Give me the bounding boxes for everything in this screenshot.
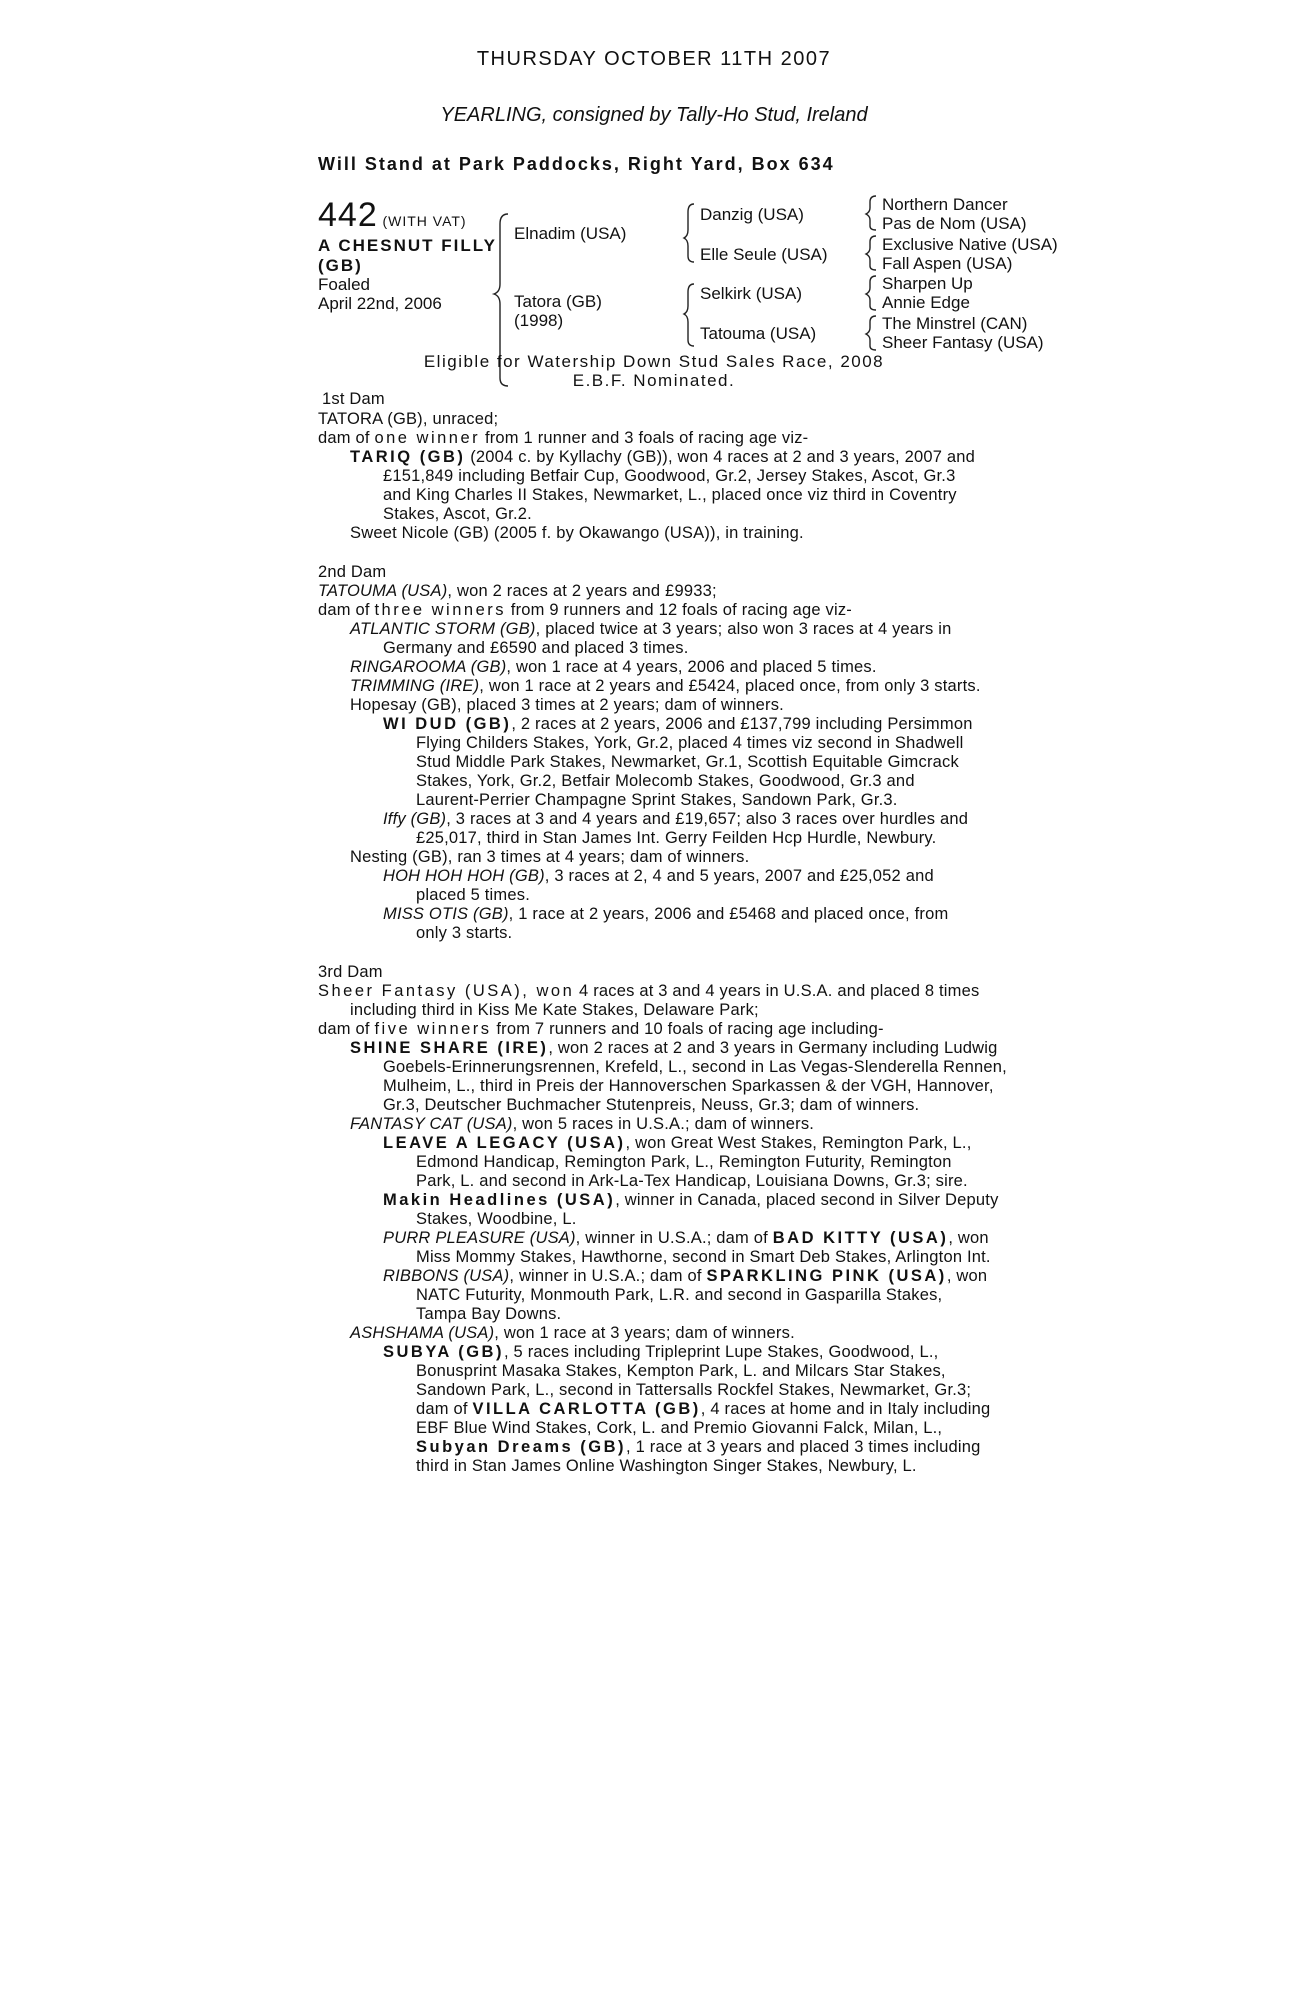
second-dam-line: WI DUD (GB), 2 races at 2 years, 2006 and £137,799 including Persimmon: [383, 715, 973, 733]
pedigree-ss: Danzig (USA): [700, 205, 804, 224]
third-dam-line: Makin Headlines (USA), winner in Canada, placed second in Silver Deputy: [383, 1191, 999, 1209]
third-dam-line: dam of five winners from 7 runners and 10 foals of racing age including-: [318, 1020, 884, 1038]
second-dam-line: ATLANTIC STORM (GB), placed twice at 3 years; also won 3 races at 4 years in: [350, 620, 952, 638]
second-dam-line: MISS OTIS (GB), 1 race at 2 years, 2006 and £5468 and placed once, from: [383, 905, 949, 923]
third-dam-line: Miss Mommy Stakes, Hawthorne, second in Smart Deb Stakes, Arlington Int.: [416, 1248, 991, 1266]
eligibility-line2: E.B.F. Nominated.: [572, 371, 736, 390]
pedigree-sd: Elle Seule (USA): [700, 245, 828, 264]
pedigree-dss: Sharpen Up: [882, 274, 973, 293]
pedigree-ds: Selkirk (USA): [700, 284, 803, 303]
second-dam-line: Stakes, York, Gr.2, Betfair Molecomb Stakes, Goodwood, Gr.3 and: [416, 772, 915, 790]
second-dam-line: TATOUMA (USA), won 2 races at 2 years and £9933;: [318, 582, 717, 600]
second-dam-line: Iffy (GB), 3 races at 3 and 4 years and £19,657; also 3 races over hurdles and: [383, 810, 969, 828]
horse-name-line2: (GB): [318, 256, 363, 275]
third-dam-line: Mulheim, L., third in Preis der Hannoverschen Sparkassen & der VGH, Hannover,: [383, 1077, 994, 1095]
second-dam-line: RINGAROOMA (GB), won 1 race at 4 years, 2006 and placed 5 times.: [350, 658, 877, 676]
third-dam-line: SUBYA (GB), 5 races including Tripleprint Lupe Stakes, Goodwood, L.,: [383, 1343, 939, 1361]
third-dam-line: EBF Blue Wind Stakes, Cork, L. and Premio Giovanni Falck, Milan, L.,: [416, 1419, 943, 1437]
second-dam-line: placed 5 times.: [416, 886, 530, 904]
lot-number: 442: [318, 196, 378, 234]
second-dam-line: Laurent-Perrier Champagne Sprint Stakes, Sandown Park, Gr.3.: [416, 791, 898, 809]
third-dam-line: Tampa Bay Downs.: [416, 1305, 562, 1323]
first-dam-line: Sweet Nicole (GB) (2005 f. by Okawango (USA)), in training.: [350, 524, 804, 542]
first-dam-line: and King Charles II Stakes, Newmarket, L., placed once viz third in Coventry: [383, 486, 957, 504]
third-dam-line: NATC Futurity, Monmouth Park, L.R. and second in Gasparilla Stakes,: [416, 1286, 943, 1304]
eligibility-line1: Eligible for Watership Down Stud Sales Race, 2008: [423, 352, 885, 371]
second-dam-line: £25,017, third in Stan James Int. Gerry Feilden Hcp Hurdle, Newbury.: [416, 829, 937, 847]
sale-date: THURSDAY OCTOBER 11TH 2007: [476, 48, 832, 70]
foaled-label: Foaled: [318, 275, 370, 294]
third-dam-line: LEAVE A LEGACY (USA), won Great West Stakes, Remington Park, L.,: [383, 1134, 972, 1152]
third-dam-line: Stakes, Woodbine, L.: [416, 1210, 577, 1228]
third-dam-line: PURR PLEASURE (USA), winner in U.S.A.; dam of BAD KITTY (USA), won: [383, 1229, 989, 1247]
third-dam-line: Edmond Handicap, Remington Park, L., Remington Futurity, Remington: [416, 1153, 952, 1171]
first-dam-line: dam of one winner from 1 runner and 3 foals of racing age viz-: [318, 429, 809, 447]
pedigree-sds: Exclusive Native (USA): [882, 235, 1058, 254]
pedigree-sdd: Fall Aspen (USA): [882, 254, 1013, 273]
pedigree-dds: The Minstrel (CAN): [882, 314, 1028, 333]
third-dam-line: Sheer Fantasy (USA), won 4 races at 3 and 4 years in U.S.A. and placed 8 times: [318, 982, 980, 1000]
third-dam-line: FANTASY CAT (USA), won 5 races in U.S.A.; dam of winners.: [350, 1115, 815, 1133]
third-dam-line: Park, L. and second in Ark-La-Tex Handicap, Louisiana Downs, Gr.3; sire.: [416, 1172, 968, 1190]
consignment-line: YEARLING, consigned by Tally-Ho Stud, Ireland: [440, 104, 868, 126]
first-dam-line: TATORA (GB), unraced;: [318, 410, 499, 428]
second-dam-line: Hopesay (GB), placed 3 times at 2 years; dam of winners.: [350, 696, 784, 714]
third-dam-line: RIBBONS (USA), winner in U.S.A.; dam of SPARKLING PINK (USA), won: [383, 1267, 988, 1285]
horse-name-line1: A CHESNUT FILLY: [318, 236, 497, 255]
first-dam-heading: 1st Dam: [322, 390, 385, 408]
first-dam-line: £151,849 including Betfair Cup, Goodwood, Gr.2, Jersey Stakes, Ascot, Gr.3: [383, 467, 956, 485]
foaled-date: April 22nd, 2006: [318, 294, 442, 313]
second-dam-line: Nesting (GB), ran 3 times at 4 years; dam of winners.: [350, 848, 750, 866]
first-dam-line: TARIQ (GB) (2004 c. by Kyllachy (GB)), won 4 races at 2 and 3 years, 2007 and: [350, 448, 976, 466]
third-dam-line: Gr.3, Deutscher Buchmacher Stutenpreis, Neuss, Gr.3; dam of winners.: [383, 1096, 920, 1114]
pedigree-dd: Tatouma (USA): [700, 324, 817, 343]
pedigree-dsd: Annie Edge: [882, 293, 970, 312]
third-dam-line: Bonusprint Masaka Stakes, Kempton Park, L. and Milcars Star Stakes,: [416, 1362, 946, 1380]
third-dam-line: dam of VILLA CARLOTTA (GB), 4 races at home and in Italy including: [416, 1400, 991, 1418]
second-dam-line: only 3 starts.: [416, 924, 513, 942]
third-dam-heading: 3rd Dam: [318, 963, 383, 981]
third-dam-line: Subyan Dreams (GB), 1 race at 3 years and placed 3 times including: [416, 1438, 981, 1456]
pedigree-sire: Elnadim (USA): [514, 224, 627, 243]
third-dam-line: third in Stan James Online Washington Singer Stakes, Newbury, L.: [416, 1457, 917, 1475]
third-dam-line: Sandown Park, L., second in Tattersalls Rockfel Stakes, Newmarket, Gr.3;: [416, 1381, 972, 1399]
second-dam-line: Flying Childers Stakes, York, Gr.2, placed 4 times viz second in Shadwell: [416, 734, 964, 752]
third-dam-line: Goebels-Erinnerungsrennen, Krefeld, L., second in Las Vegas-Slenderella Rennen,: [383, 1058, 1007, 1076]
second-dam-heading: 2nd Dam: [318, 563, 387, 581]
pedigree-sss: Northern Dancer: [882, 195, 1008, 214]
third-dam-line: SHINE SHARE (IRE), won 2 races at 2 and 3 years in Germany including Ludwig: [350, 1039, 998, 1057]
pedigree-ddd: Sheer Fantasy (USA): [882, 333, 1044, 352]
stand-location: Will Stand at Park Paddocks, Right Yard, Box 634: [318, 154, 835, 174]
second-dam-line: dam of three winners from 9 runners and 12 foals of racing age viz-: [318, 601, 852, 619]
second-dam-line: TRIMMING (IRE), won 1 race at 2 years and £5424, placed once, from only 3 starts.: [350, 677, 981, 695]
third-dam-line: including third in Kiss Me Kate Stakes, Delaware Park;: [350, 1001, 759, 1019]
second-dam-line: Germany and £6590 and placed 3 times.: [383, 639, 689, 657]
first-dam-line: Stakes, Ascot, Gr.2.: [383, 505, 532, 523]
second-dam-line: Stud Middle Park Stakes, Newmarket, Gr.1, Scottish Equitable Gimcrack: [416, 753, 959, 771]
third-dam-line: ASHSHAMA (USA), won 1 race at 3 years; dam of winners.: [350, 1324, 795, 1342]
pedigree-ssd: Pas de Nom (USA): [882, 214, 1027, 233]
pedigree-dam: Tatora (GB): [514, 292, 602, 311]
vat-label: (WITH VAT): [382, 213, 467, 229]
second-dam-line: HOH HOH HOH (GB), 3 races at 2, 4 and 5 years, 2007 and £25,052 and: [383, 867, 934, 885]
pedigree-dam-year: (1998): [514, 311, 564, 330]
